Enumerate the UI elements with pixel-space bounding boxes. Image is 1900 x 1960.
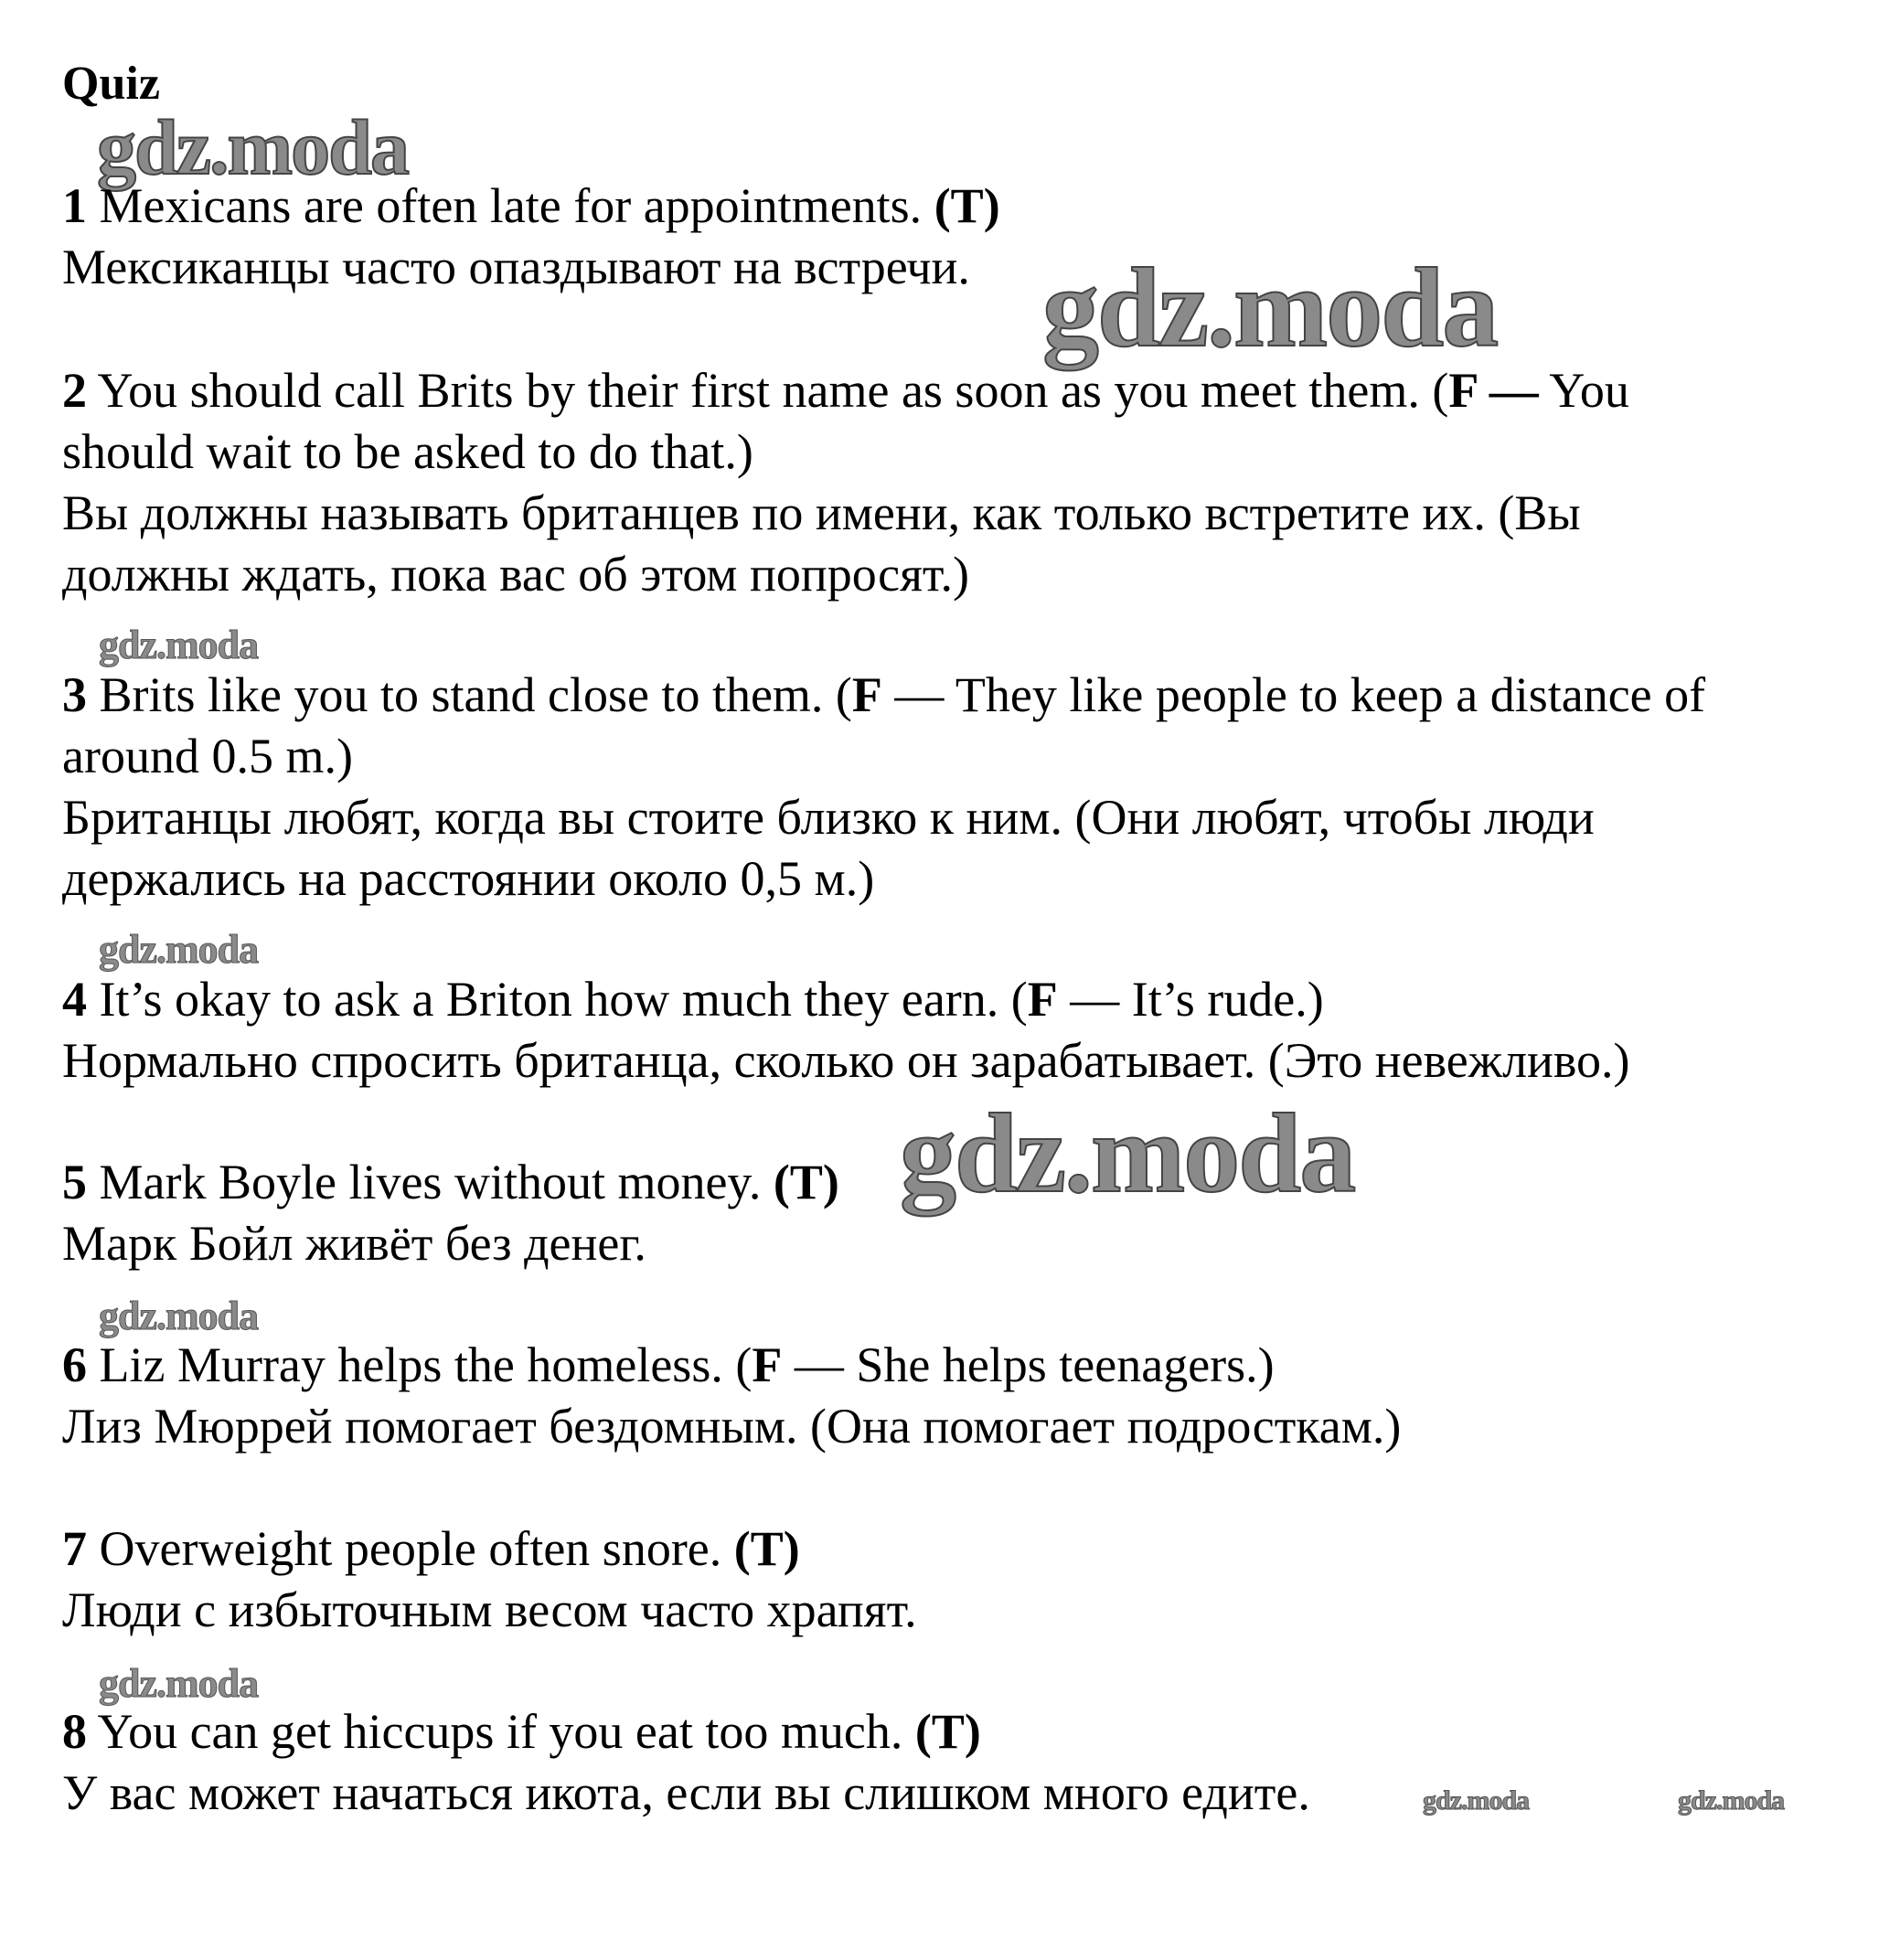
quiz-item-4: 4 It’s okay to ask a Briton how much they earn. (F — It’s rude.) Нормально спросить британца, сколько он зарабатывает. (Это невежливо.) — [62, 972, 1630, 1088]
quiz-item-3: 3 Brits like you to stand close to them. (F — They like people to keep a distance of around 0.5 m.) Британцы любят, когда вы стоите близко к ним. (Они любят, чтобы люди держались на расстоянии около 0,5 м.) — [62, 667, 1706, 906]
quiz-item-5: 5 Mark Boyle lives without money. (T) Марк Бойл живёт без денег. — [62, 1155, 839, 1271]
watermark-logo: gdz.moda — [1678, 1785, 1785, 1816]
quiz-item-2: 2 You should call Brits by their first name as soon as you meet them. (F — You should wait to be asked to do that.) Вы должны называть британцев по имени, как только встретите их. (Вы должны ждать, пока вас об этом попросят.) — [62, 363, 1629, 602]
quiz-item-8: 8 You can get hiccups if you eat too much. (T) У вас может начаться икота, если вы слишком много едите. — [62, 1704, 1310, 1820]
quiz-item-6: 6 Liz Murray helps the homeless. (F — She helps teenagers.) Лиз Мюррей помогает бездомным. (Она помогает подросткам.) — [62, 1337, 1402, 1454]
quiz-item-7: 7 Overweight people often snore. (T) Люди с избыточным весом часто храпят. — [62, 1521, 917, 1637]
watermark-logo: gdz.moda — [99, 927, 259, 972]
watermark-logo: gdz.moda — [1042, 245, 1498, 370]
watermark-logo: gdz.moda — [99, 1294, 259, 1338]
quiz-item-1: 1 Mexicans are often late for appointments. (T) Мексиканцы часто опаздывают на встречи. — [62, 178, 1000, 294]
watermark-logo: gdz.moda — [1423, 1785, 1530, 1816]
watermark-logo: gdz.moda — [99, 623, 259, 667]
watermark-logo: gdz.moda — [99, 1661, 259, 1706]
watermark-logo: gdz.moda — [900, 1091, 1355, 1216]
watermark-logo: gdz.moda — [97, 103, 408, 191]
page-title: Quiz — [62, 58, 160, 110]
